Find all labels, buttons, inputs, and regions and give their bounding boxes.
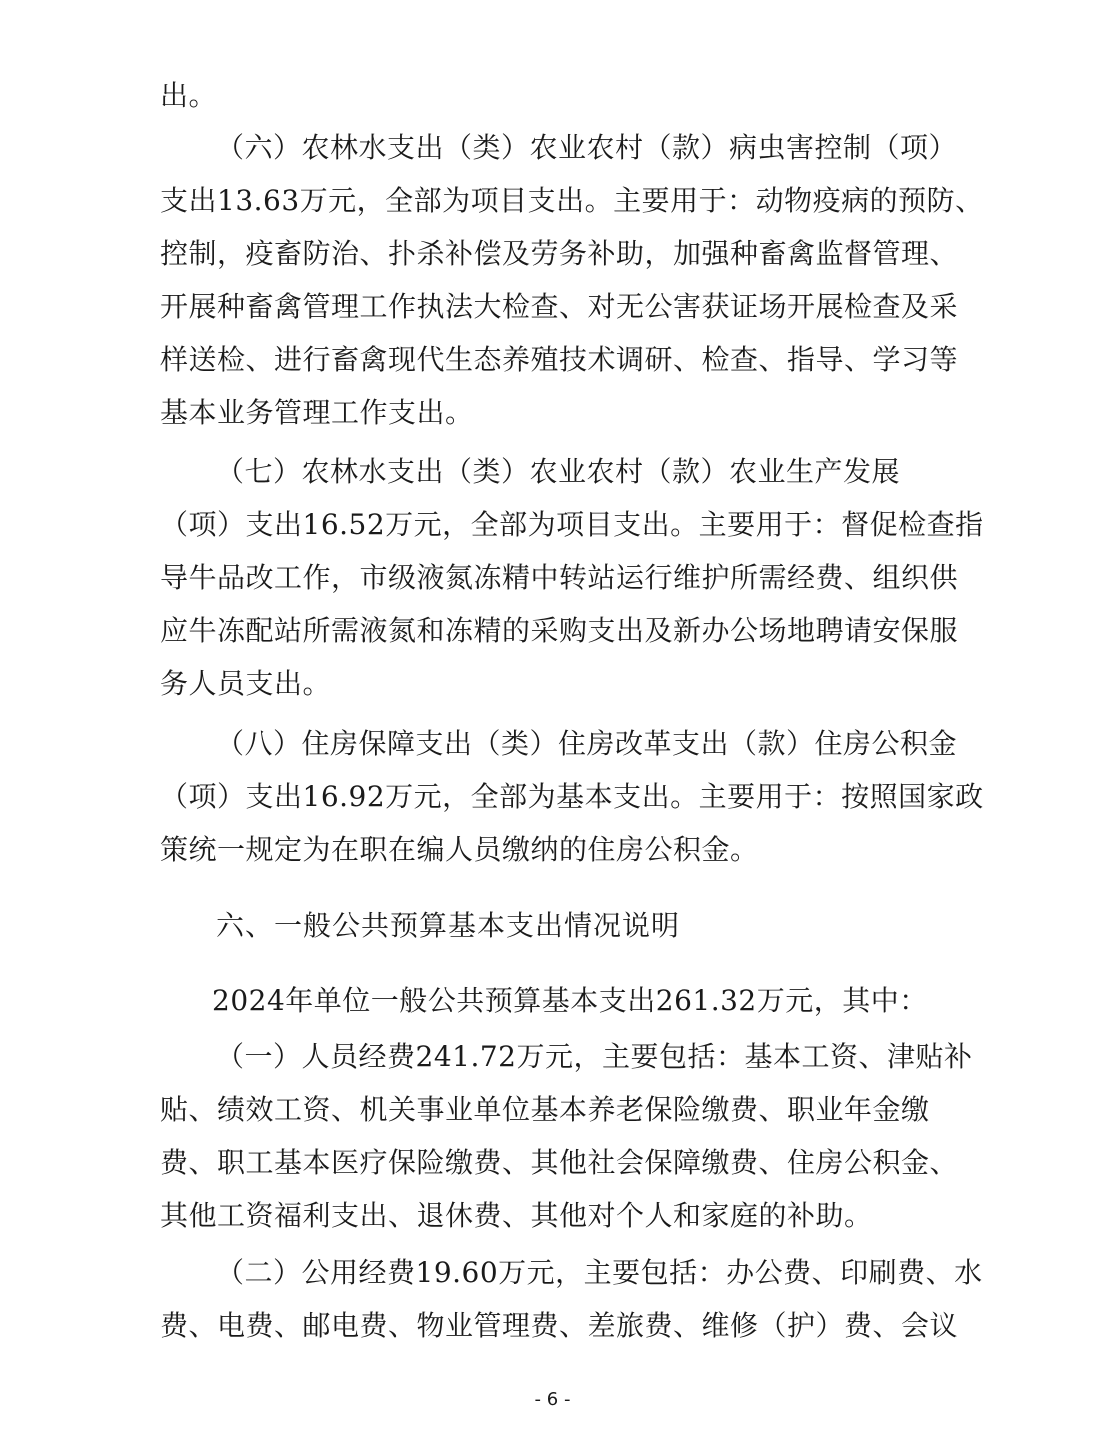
paragraph-line: （项）支出16.52万元，全部为项目支出。主要用于：督促检查指 <box>160 508 984 541</box>
paragraph-line: 出。 <box>160 79 218 112</box>
paragraph-line: 2024年单位一般公共预算基本支出261.32万元，其中： <box>212 984 928 1017</box>
page-number: - 6 - <box>534 1389 571 1410</box>
paragraph-line: （一）人员经费241.72万元，主要包括：基本工资、津贴补 <box>216 1040 973 1073</box>
paragraph-line: 费、职工基本医疗保险缴费、其他社会保障缴费、住房公积金、 <box>160 1146 959 1179</box>
paragraph-line: 控制，疫畜防治、扑杀补偿及劳务补助，加强种畜禽监督管理、 <box>160 237 959 270</box>
paragraph-line: 样送检、进行畜禽现代生态养殖技术调研、检查、指导、学习等 <box>160 343 959 376</box>
paragraph-line: （七）农林水支出（类）农业农村（款）农业生产发展 <box>216 455 901 488</box>
paragraph-line: 应牛冻配站所需液氮和冻精的采购支出及新办公场地聘请安保服 <box>160 614 959 647</box>
section-heading: 六、一般公共预算基本支出情况说明 <box>216 909 681 942</box>
paragraph-line: （二）公用经费19.60万元，主要包括：办公费、印刷费、水 <box>216 1256 983 1289</box>
paragraph-line: 开展种畜禽管理工作执法大检查、对无公害获证场开展检查及采 <box>160 290 959 323</box>
paragraph-line: （六）农林水支出（类）农业农村（款）病虫害控制（项） <box>216 131 958 164</box>
paragraph-line: 费、电费、邮电费、物业管理费、差旅费、维修（护）费、会议 <box>160 1309 959 1342</box>
paragraph-line: （项）支出16.92万元，全部为基本支出。主要用于：按照国家政 <box>160 780 984 813</box>
paragraph-line: 务人员支出。 <box>160 667 332 700</box>
paragraph-line: 贴、绩效工资、机关事业单位基本养老保险缴费、职业年金缴 <box>160 1093 930 1126</box>
paragraph-line: 其他工资福利支出、退休费、其他对个人和家庭的补助。 <box>160 1199 873 1232</box>
paragraph-line: 基本业务管理工作支出。 <box>160 396 474 429</box>
paragraph-line: （八）住房保障支出（类）住房改革支出（款）住房公积金 <box>216 727 958 760</box>
paragraph-line: 策统一规定为在职在编人员缴纳的住房公积金。 <box>160 833 759 866</box>
paragraph-line: 导牛品改工作，市级液氮冻精中转站运行维护所需经费、组织供 <box>160 561 959 594</box>
paragraph-line: 支出13.63万元，全部为项目支出。主要用于：动物疫病的预防、 <box>160 184 984 217</box>
